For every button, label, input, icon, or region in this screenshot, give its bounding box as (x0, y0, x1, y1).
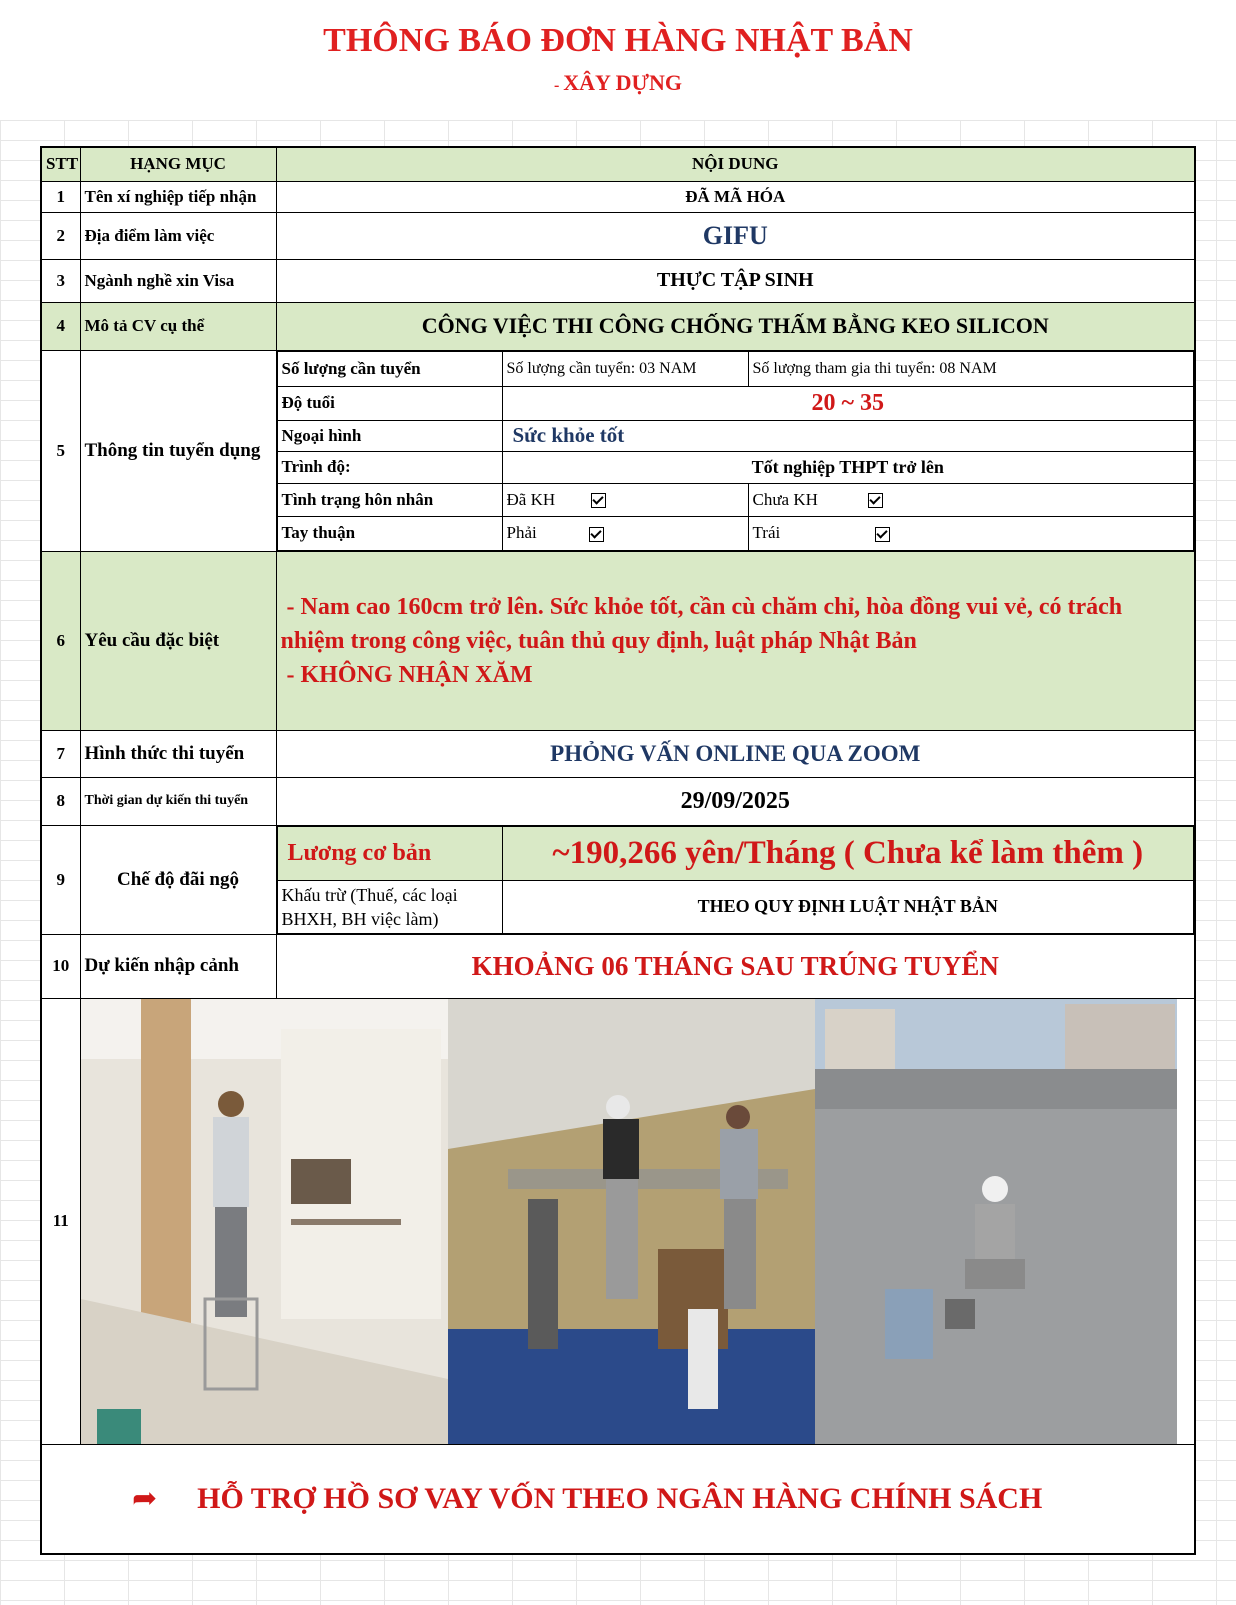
quantity-needed: Số lượng cần tuyển: 03 NAM (502, 351, 748, 386)
left-hand-option (748, 516, 1194, 550)
education-value: Tốt nghiệp THPT trở lên (502, 451, 1194, 483)
salary-label: Lương cơ bản (277, 826, 502, 880)
table-row (41, 551, 1195, 730)
photo-rooftop-worker (815, 999, 1177, 1444)
entry-time: KHOẢNG 06 THÁNG SAU TRÚNG TUYỂN (276, 934, 1195, 998)
requirement-line-2: - KHÔNG NHẬN XĂM (280, 661, 533, 688)
row-category: Địa điểm làm việc (80, 212, 276, 259)
left-hand-label: Trái (752, 523, 781, 542)
subtitle-text: XÂY DỰNG (563, 70, 683, 95)
table-row (41, 259, 1195, 302)
row-category: Mô tả CV cụ thể (80, 302, 276, 350)
deduction-label: Khấu trừ (Thuế, các loại BHXH, BH việc làm) (277, 880, 502, 933)
table-row (41, 181, 1195, 212)
right-hand-label: Phải (506, 523, 537, 542)
married-checkbox[interactable] (591, 493, 606, 508)
right-hand-checkbox[interactable] (589, 527, 604, 542)
row-stt: 7 (41, 730, 80, 777)
table-row (41, 212, 1195, 259)
appearance-label: Ngoại hình (277, 420, 502, 451)
row-stt: 1 (41, 181, 80, 212)
table-row (41, 350, 1195, 551)
married-option (502, 483, 748, 516)
page-subtitle (0, 70, 1236, 96)
arrow-icon: ➦ (132, 1482, 158, 1516)
benefits-table (277, 826, 1195, 934)
row-category: Thông tin tuyển dụng (80, 350, 276, 551)
table-row (41, 730, 1195, 777)
table-row (41, 934, 1195, 998)
special-requirements (276, 551, 1195, 730)
footer-row (41, 1444, 1195, 1554)
table-row (41, 777, 1195, 825)
row-stt: 11 (41, 998, 80, 1444)
single-checkbox[interactable] (868, 493, 883, 508)
age-value: 20 ~ 35 (502, 386, 1194, 420)
table-row (41, 302, 1195, 350)
row-category: Chế độ đãi ngộ (80, 825, 276, 934)
page-title: THÔNG BÁO ĐƠN HÀNG NHẬT BẢN (323, 22, 913, 59)
quantity-exam: Số lượng tham gia thi tuyển: 08 NAM (748, 351, 1194, 386)
row-stt: 5 (41, 350, 80, 551)
single-option (748, 483, 1194, 516)
photo-interior-worker (81, 999, 448, 1444)
footer-text: HỖ TRỢ HỒ SƠ VAY VỐN THEO NGÂN HÀNG CHÍNH SÁCH (197, 1482, 1043, 1516)
table-row (41, 998, 1195, 1444)
row-stt: 2 (41, 212, 80, 259)
header (0, 0, 1236, 120)
salary-value: ~190,266 yên/Tháng ( Chưa kể làm thêm ) (502, 826, 1194, 880)
exam-method: PHỎNG VẤN ONLINE QUA ZOOM (276, 730, 1195, 777)
col-stt-header: STT (41, 147, 80, 181)
subtitle-dash: - (553, 77, 560, 94)
row-stt: 3 (41, 259, 80, 302)
row-stt: 4 (41, 302, 80, 350)
row-stt: 6 (41, 551, 80, 730)
quantity-label: Số lượng cần tuyển (277, 351, 502, 386)
right-hand-option (502, 516, 748, 550)
col-content-header: NỘI DUNG (276, 147, 1195, 181)
work-location: GIFU (276, 212, 1195, 259)
col-category-header: HẠNG MỤC (80, 147, 276, 181)
row-category: Dự kiến nhập cảnh (80, 934, 276, 998)
recruitment-table (277, 351, 1195, 551)
job-description: CÔNG VIỆC THI CÔNG CHỐNG THẤM BẰNG KEO SILICON (276, 302, 1195, 350)
company-name: ĐÃ MÃ HÓA (276, 181, 1195, 212)
marital-label: Tình trạng hôn nhân (277, 483, 502, 516)
age-label: Độ tuổi (277, 386, 502, 420)
exam-date: 29/09/2025 (276, 777, 1195, 825)
benefits (276, 825, 1195, 934)
deduction-value: THEO QUY ĐỊNH LUẬT NHẬT BẢN (502, 880, 1194, 933)
order-table (40, 146, 1196, 1555)
row-stt: 9 (41, 825, 80, 934)
work-photos (80, 998, 1195, 1444)
row-category: Hình thức thi tuyển (80, 730, 276, 777)
row-category: Thời gian dự kiến thi tuyển (80, 777, 276, 825)
row-category: Ngành nghề xin Visa (80, 259, 276, 302)
table-header-row (41, 147, 1195, 181)
recruitment-info (276, 350, 1195, 551)
requirement-line-1: - Nam cao 160cm trở lên. Sức khỏe tốt, cần cù chăm chỉ, hòa đồng vui vẻ, có trách nhiệm trong công việc, tuân thủ quy định, luật pháp Nhật Bản (280, 593, 1129, 654)
row-stt: 10 (41, 934, 80, 998)
photo-kitchen-workers (448, 999, 815, 1444)
married-label: Đã KH (506, 489, 556, 509)
footer-cell (41, 1444, 1195, 1554)
single-label: Chưa KH (752, 489, 818, 509)
left-hand-checkbox[interactable] (875, 527, 890, 542)
row-category: Yêu cầu đặc biệt (80, 551, 276, 730)
appearance-value: Sức khỏe tốt (502, 420, 1194, 451)
visa-type: THỰC TẬP SINH (276, 259, 1195, 302)
row-stt: 8 (41, 777, 80, 825)
table-row (41, 825, 1195, 934)
hand-label: Tay thuận (277, 516, 502, 550)
row-category: Tên xí nghiệp tiếp nhận (80, 181, 276, 212)
education-label: Trình độ: (277, 451, 502, 483)
